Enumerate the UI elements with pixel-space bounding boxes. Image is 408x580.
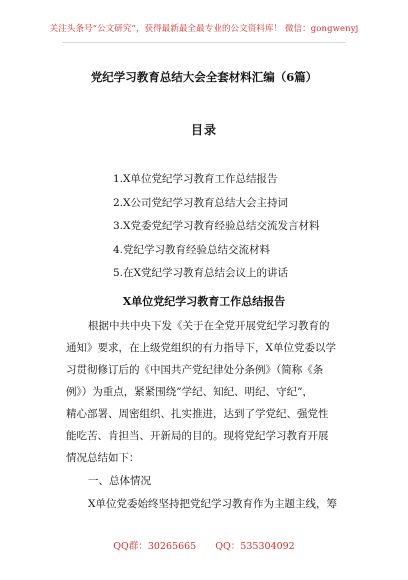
body-line: 例》）为重点，紧紧围绕”学纪、知纪、明纪、守纪”，: [66, 386, 313, 398]
header-divider: [62, 42, 346, 43]
body-line: 精心部署、周密组织、扎实推进，达到了学党纪、强党性: [66, 408, 329, 420]
toc-item: 1.X单位党纪学习教育工作总结报告: [113, 173, 278, 185]
footer-qq-group: QQ群：30265665: [113, 541, 197, 552]
document-title: 党纪学习教育总结大会全套材料汇编（6篇）: [90, 70, 318, 84]
toc-item: 4.党纪学习教育经验总结交流材料: [113, 243, 271, 256]
body-line: X单位党委始终坚持把党纪学习教育作为主题主线，筹: [88, 498, 337, 510]
table-of-contents: [113, 168, 320, 286]
toc-item: 3.X党委党纪学习教育经验总结交流发言材料: [113, 220, 320, 232]
body-line: 能吃苦、肯担当、开新局的目的。现将党纪学习教育开展: [66, 430, 329, 442]
section-heading: X单位党纪学习教育工作总结报告: [122, 295, 286, 308]
header-banner: 关注头条号“公文研究”，获得最新最全最专业的公文资料库！ 微信：gongwenyj: [49, 24, 359, 34]
toc-item: 5.在X党纪学习教育总结会议上的讲话: [113, 267, 288, 279]
body-line: 情况总结如下：: [66, 452, 140, 464]
body-line: 习贯彻修订后的《中国共产党纪律处分条例》（简称《条: [66, 364, 324, 376]
body-line: 通知》要求，在上级党组织的有力指导下，X单位党委以学: [66, 342, 336, 354]
body-line: 一、总体情况: [88, 475, 151, 487]
toc-heading: 目录: [190, 123, 217, 137]
footer-qq: QQ：535304092: [215, 541, 295, 552]
toc-item: 2.X公司党纪学习教育总结大会主持词: [113, 196, 288, 209]
footer-contact: [0, 538, 408, 552]
body-line: 根据中共中央下发《关于在全党开展党纪学习教育的: [88, 320, 330, 332]
